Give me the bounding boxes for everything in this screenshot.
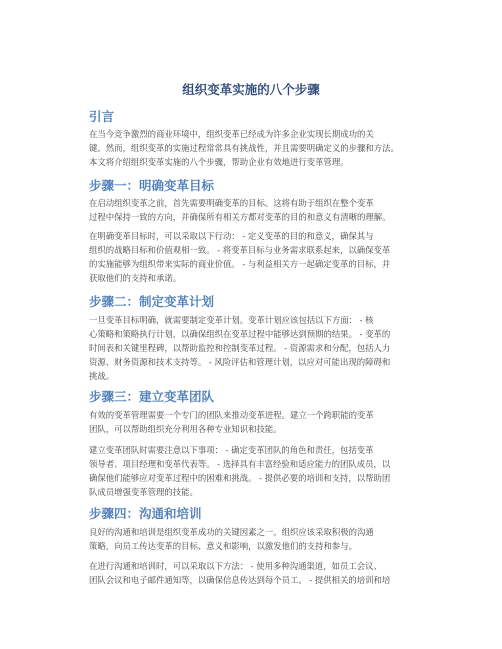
section-heading-step-4: 步骤四：沟通和培训 [89,506,202,521]
paragraph [89,313,414,383]
paragraph-line: 在进行沟通和培训时，可以采取以下方法： - 使用多种沟通渠道，如员工会议、 [89,561,382,571]
paragraph-line: 在明确变革目标时，可以采取以下行动： - 定义变革的目的和意义，确保其与 [89,231,374,241]
paragraph [89,229,414,285]
paragraph-line: 一旦变革目标明确，就需要制定变革计划。变革计划应该包括以下方面： - 核 [89,315,374,325]
paragraph-line: 建立变革团队时需要注意以下事项： - 确定变革团队的角色和责任，包括变革 [89,445,374,455]
paragraph-line: 团队，可以帮助组织充分利用各种专业知识和技能。 [89,424,282,434]
paragraph-line: 有效的变革管理需要一个专门的团队来推动变革进程。建立一个跨职能的变革 [89,410,374,420]
paragraph [89,443,414,499]
section-heading-step-3: 步骤三：建立变革团队 [89,389,215,404]
paragraph [89,408,414,436]
paragraph-line: 领导者、项目经理和变革代表等。 - 选择具有丰富经验和适应能力的团队成员，以 [89,459,391,469]
section-heading-step-1: 步骤一：明确变革目标 [89,178,215,193]
paragraph-line: 组织的战略目标和价值观相一致。 - 将变革目标与业务需求联系起来，以确保变革 [89,245,391,255]
paragraph-line: 良好的沟通和培训是组织变革成功的关键因素之一。组织应该采取积极的沟通 [89,527,374,537]
paragraph-line: 在当今竞争激烈的商业环境中，组织变革已经成为许多企业实现长期成功的关 [89,129,374,139]
paragraph-line: 心策略和策略执行计划，以确保组织在变革过程中能够达到预期的结果。 - 变革的 [89,329,391,339]
paragraph-line: 过程中保持一致的方向，并确保所有相关方都对变革的目的和意义有清晰的理解。 [89,212,391,222]
paragraph [89,559,414,587]
paragraph-line: 键。然而，组织变革的实施过程常常具有挑战性，并且需要明确定义的步骤和方法。 [89,143,399,153]
paragraph-line: 资源、财务资源和技术支持等。 - 风险评估和管理计划，以应对可能出现的障碍和 [89,357,391,367]
section-heading-step-2: 步骤二：制定变革计划 [89,294,215,309]
paragraph-line: 时间表和关键里程碑，以帮助监控和控制变革过程。 - 资源需求和分配，包括人力 [89,343,391,353]
document-title: 组织变革实施的八个步骤 [182,82,320,97]
paragraph [89,525,414,553]
paragraph [89,196,414,224]
section-heading-intro: 引言 [89,109,115,124]
paragraph-line: 在启动组织变革之前，首先需要明确变革的目标。这将有助于组织在整个变革 [89,198,374,208]
paragraph-line: 挑战。 [89,371,115,381]
paragraph-line: 获取他们的支持和承诺。 [89,273,182,283]
paragraph-line: 策略，向员工传达变革的目标、意义和影响，以激发他们的支持和参与。 [89,541,357,551]
paragraph-line: 本文将介绍组织变革实施的八个步骤，帮助企业有效地进行变革管理。 [89,157,349,167]
paragraph-line: 确保他们能够应对变革过程中的困难和挑战。 - 提供必要的培训和支持，以帮助团 [89,473,391,483]
paragraph-line: 团队会议和电子邮件通知等，以确保信息传达到每个员工。 - 提供相关的培训和培 [89,575,391,585]
paragraph-line: 的实施能够为组织带来实际的商业价值。 - 与利益相关方一起确定变革的目标，并 [89,259,391,269]
paragraph-line: 队成员增强变革管理的技能。 [89,487,198,497]
paragraph [89,127,414,169]
